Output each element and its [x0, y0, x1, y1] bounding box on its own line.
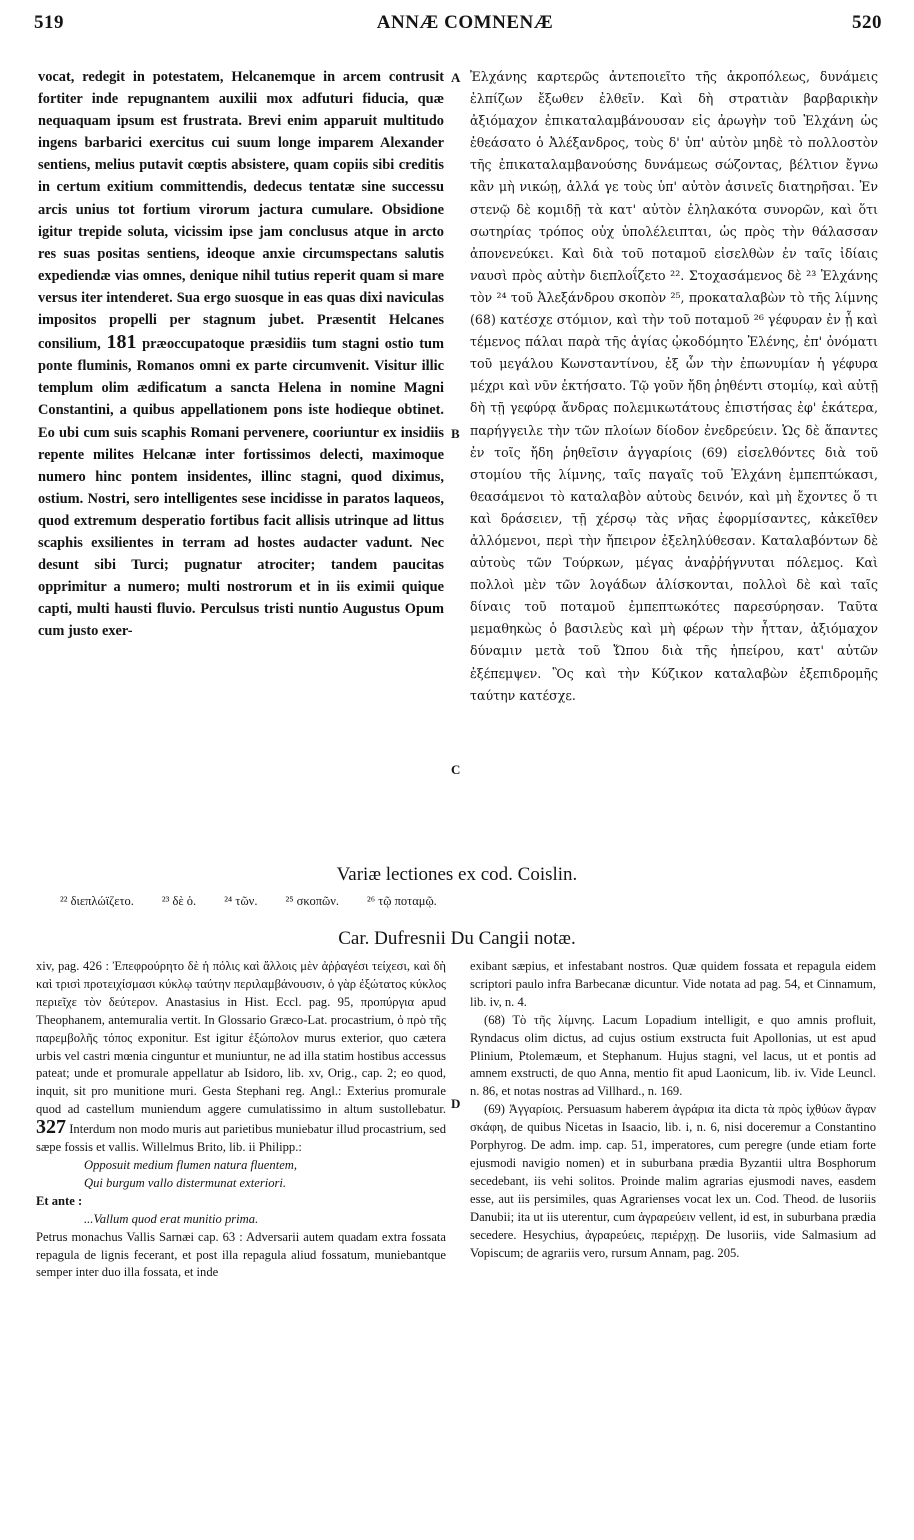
variant-reading: ²⁵ σκοπῶν. [285, 894, 340, 908]
variant-reading: ²⁴ τῶν. [224, 894, 258, 908]
notes-et-ante: Et ante : [36, 1193, 83, 1208]
latin-text-part-2: præoccupatoque præsidiis tum stagni ostio tum ponte fluminis, Romanos omni ex parte circumvenit. Visitur illic templum olim ædificatum a sancta Helena in nomine Magni Constantini, a quibus appellationem pons iste hodieque obtinet. Eo ubi cum suis scaphis Romani pervenere, cooriuntur ex insidiis repente milites Helcanæ inter fortissimos delecti, maximoque numero hinc pontem insidentes, illinc stagni, quod diximus, ostium. Nostri, sero intelligentes sese incidisse in paratos laqueos, quod extremum desperatio fortibus facit allisis utrinque ad littus scaphis exsilientes in terram ad hostes audacter vadunt. Nec desunt sibi Turci; pugnatur atrociter; tandem paucitas opprimitur a numero; multi nostrorum et in iis eximii quique capti, multi hausti fluvio. Perculsus tristi nuntio Augustus Opum cum justo exer- [38, 336, 444, 640]
notes-edition-page-number: 327 [36, 1116, 66, 1139]
notes-left-text-3: Petrus monachus Vallis Sarnæi cap. 63 : Adversarii autem quadam extra fossata repagula de lignis fecerant, et post illa repagula aliud fossatum, muniebantque semper inter duo illa fossata, et inde [36, 1229, 446, 1280]
latin-column [38, 66, 444, 854]
quoted-verse: ...Vallum quod erat munitio prima. [84, 1211, 259, 1226]
note-68: (68) Τὸ τῆς λίμνης. Lacum Lopadium intelligit, e quo amnis profluit, Ryndacus olim dictus, ad cujus ostium exstructa fuit Apollonias, ut est apud Plinium, Ptolemæum, et Stephanum. Hujus stagni, vel lacus, ut et pontis ad amnem exstructi, de quo Anna, mentio fit apud Laonicum, lib. iv. Vide Leuncl. n. 86, et notas nostras ad Villhard., n. 169. [470, 1012, 876, 1099]
quoted-verse: Opposuit medium flumen natura fluentem, [84, 1157, 298, 1172]
variant-reading: ²² διεπλώϊζετο. [60, 894, 134, 908]
greek-column [470, 66, 878, 856]
margin-marker-d: D [451, 1096, 461, 1111]
quoted-verse: Qui burgum vallo distermunat exteriori. [84, 1175, 287, 1190]
left-page-number: 519 [34, 12, 64, 33]
margin-marker-b: B [451, 426, 460, 441]
notes-right-text-1: exibant sæpius, et infestabant nostros. Quæ quidem fossata et repagula eidem scriptori paulo infra Barbecanæ dicuntur. Vide notata ad pag. 54, et Cinnamum, lib. iv, n. 4. [470, 959, 876, 1009]
right-page-number: 520 [852, 12, 882, 33]
note-69: (69) Ἀγγαρίοις. Persuasum haberem ἀγράρια ita dicta τὰ πρὸς ἰχθύων ἄγραν σκάφη, de quibus Nicetas in Isaacio, lib. i, n. 6, nisi doceremur a Constantino Porphyrog. De adm. imp. cap. 51, imperatores, cum peregre (unde etiam forte ejusmodi navigio nomen) et in suburbana prædia Byzantii ultra Bosphorum secedebant, iis vehi solitos. Proinde malim agrarias ejusmodi naves, easdem esse, aut iis persimiles, quas Agrarienses vocat lex un. Cod. Theod. de lusoriis Danubii; ita ut iis uterentur, cum ἀγραρεύειν vellent, id est, in suburbana prædia secedere. Hesychius, ἀγραρεύεις, περιέρχῃ. De lusoriis, vide Salmasium ad Vopiscum; de agrariis vero, rursum Annam, pag. 205. [470, 1102, 876, 1260]
notes-left-text-1: xiv, pag. 426 : Ἐπεφρούρητο δὲ ἡ πόλις καὶ ἄλλοις μὲν ἀῤῥαγέσι τείχεσι, καὶ δὴ καὶ τρισὶ προτειχίσμασι κύκλῳ ταύτην περιλαμβάνουσιν, ὁ γὰρ ἐξώτατος κύκλος περιεῖχε τὸν δεύτερον. Anastasius in Hist. Eccl. pag. 95, προπύργια apud Theophanem, antemuralia vertit. In Glossario Græco-Lat. procastrium, ὁ πρὸ τῆς παρεμβολῆς τόπος exponitur. Est igitur ἐξώπολον murus exterior, quo cætera urbis vel castri mœnia cinguntur et muniuntur, ne ad illa statim hostibus accessus pateat; unde et promurale appellatur ab Isidoro, lib. xv, Orig., cap. 2; eo quod, inquit, sit pro munitione muri. Gesta Stephani reg. Angl.: Exterius promurale quod ad castellum muniendum aggere cumulatissimo in altum sustollebatur. [36, 959, 446, 1117]
variant-reading: ²⁶ τῷ ποταμῷ. [367, 894, 437, 908]
margin-marker-a: A [451, 70, 461, 85]
margin-marker-c: C [451, 762, 461, 777]
latin-edition-page-number: 181 [106, 331, 137, 354]
notes-left-column [36, 958, 446, 1498]
latin-text-part-1: vocat, redegit in potestatem, Helcanemque in arcem contrusit fortiter inde repugnantem auxilii mox adfuturi fiducia, quæ nequaquam ipsum est frustrata. Brevi enim apparuit multitudo ingens barbarici exercitus cui suum longe imparem Alexander sentiens, melius putavit cœptis absistere, quam copiis sibi creditis in certum exitium committendis, dedecus tentatæ sine successu arcis unius tot fortium virorum jactura cumulare. Obsidione igitur trepide soluta, vicissim ipse jam conclusus atque in arcto res suas positas sentiens, ideoque anxie circumspectans salutis expediendæ vias omnes, denique nihil tutius reperit quam si mare versus iter intenderet. Sua ergo suosque in eas quas dixi naviculas impositos propelli per stagnum jubet. Præsentit Helcanes consilium, [38, 69, 444, 353]
variae-lectiones-heading: Variæ lectiones ex cod. Coislin. [336, 864, 578, 885]
greek-text: Ἐλχάνης καρτερῶς ἀντεποιεῖτο τῆς ἀκροπόλεως, δυνάμεις ἐλπίζων ἔξωθεν ἐλθεῖν. Καὶ δὴ στρατιὰν βαρβαρικὴν ἀξιόμαχον ἐπικαταλαμβάνουσαν εἰς ἀρωγὴν τοῦ Ἐλχάνη ὡς ἐθεάσατο ὁ Ἀλέξανδρος, τοὺς δ' ὑπ' αὐτὸν μηδὲ τὸ πολλοστὸν τῆς ἐπικαταλαμβανούσης δυνάμεως σώζοντας, βέλτιον ἔγνω κἂν μὴ νικώῃ, ἀλλά γε τοὺς ὑπ' αὐτὸν ἀσινεῖς διατηρῆσαι. Ἐν στενῷ δὲ κομιδῇ τὰ κατ' αὐτὸν ἐληλακότα συνορῶν, καὶ ὅτι σωτηρίας τρόπος οὐχ ὑπολέλειπται, ὡς πρὸς τὴν θάλασσαν ἀπονενεύκει. Καὶ διὰ τοῦ ποταμοῦ εἰσελθὼν ἐν ταῖς ἰδίαις ναυσὶ πρὸς αὐτὴν διεπλοΐζετο ²². Στοχασάμενος δὲ ²³ Ἐλχάνης τὸν ²⁴ τοῦ Ἀλεξάνδρου σκοπὸν ²⁵, προκαταλαβὼν τὸ τῆς λίμνης (68) κατέσχε στόμιον, καὶ τὴν τοῦ ποταμοῦ ²⁶ γέφυραν ἐν ᾗ καὶ τέμενος πάλαι παρὰ τῆς ἁγίας ᾠκοδόμητο Ἑλένης, ἐπ' ὀνόματι τοῦ μεγάλου Κωνσταντίνου, ἐξ ὧν τὴν ἐπωνυμίαν ἡ γέφυρα μέχρι καὶ νῦν ἐκτήσατο. Τῷ γοῦν ἤδη ῥηθέντι στομίῳ, καὶ αὐτῇ δὴ τῇ γεφύρᾳ ἄνδρας πολεμικωτάτους ἐπιστήσας ἐφ' ἑκάτερα, παρήγγειλε τὴν τῶν πλοίων δίοδον ἐνεδρεύειν. Ὡς δὲ ἅπαντες ἐν τοῖς ἤδη ῥηθεῖσιν ἀγγαρίοις (69) εἰσελθόντες διὰ τοῦ στομίου τῆς λίμνης, ταῖς παγαῖς τοῦ Ἐλχάνη ἐμπεπτώκασι, θεασάμενοι τὸ καταλαβὸν αὐτοὺς δεινόν, καὶ μὴ ἔχοντες ὅ τι καὶ δράσειεν, τῇ χέρσῳ τὰς νῆας ἐφορμίσαντες, κἀκεῖθεν ἀλλόμενοι, περὶ τὴν ἤπειρον ἐξεληλύθεσαν. Καταλαβόντων δὲ αὐτοὺς τῶν Τούρκων, μέγας ἀναῤῥήγνυται πόλεμος. Καὶ πολλοὶ μὲν τῶν λογάδων ἁλίσκονται, πολλοὶ δὲ καὶ ταῖς δίναις τοῦ ποταμοῦ ἐμπεπτωκότες παρεσύρησαν. Ταῦτα μεμαθηκὼς ὁ βασιλεὺς καὶ μὴ φέρων τὴν ἧτταν, ἀξιόμαχον δύναμιν μετὰ τοῦ Ὤπου διὰ τῆς ἠπείρου, κατ' αὐτῶν ἐξέπεμψεν. Ὃς καὶ τὴν Κύζικον καταλαβὼν ἐξεπιδρομῆς ταύτην κατέσχε. [470, 69, 878, 703]
notes-left-text-2: Interdum non modo muris aut parietibus muniebatur illud procastrium, sed sæpe fossis et vallis. Willelmus Brito, lib. ii Philipp.: [36, 1122, 446, 1155]
variant-reading: ²³ δὲ ὁ. [161, 894, 197, 908]
running-title: ANNÆ COMNENÆ [376, 12, 554, 33]
variae-lectiones-list [60, 894, 880, 909]
notae-heading: Car. Dufresnii Du Cangii notæ. [338, 928, 576, 949]
notes-right-column [470, 958, 876, 1498]
